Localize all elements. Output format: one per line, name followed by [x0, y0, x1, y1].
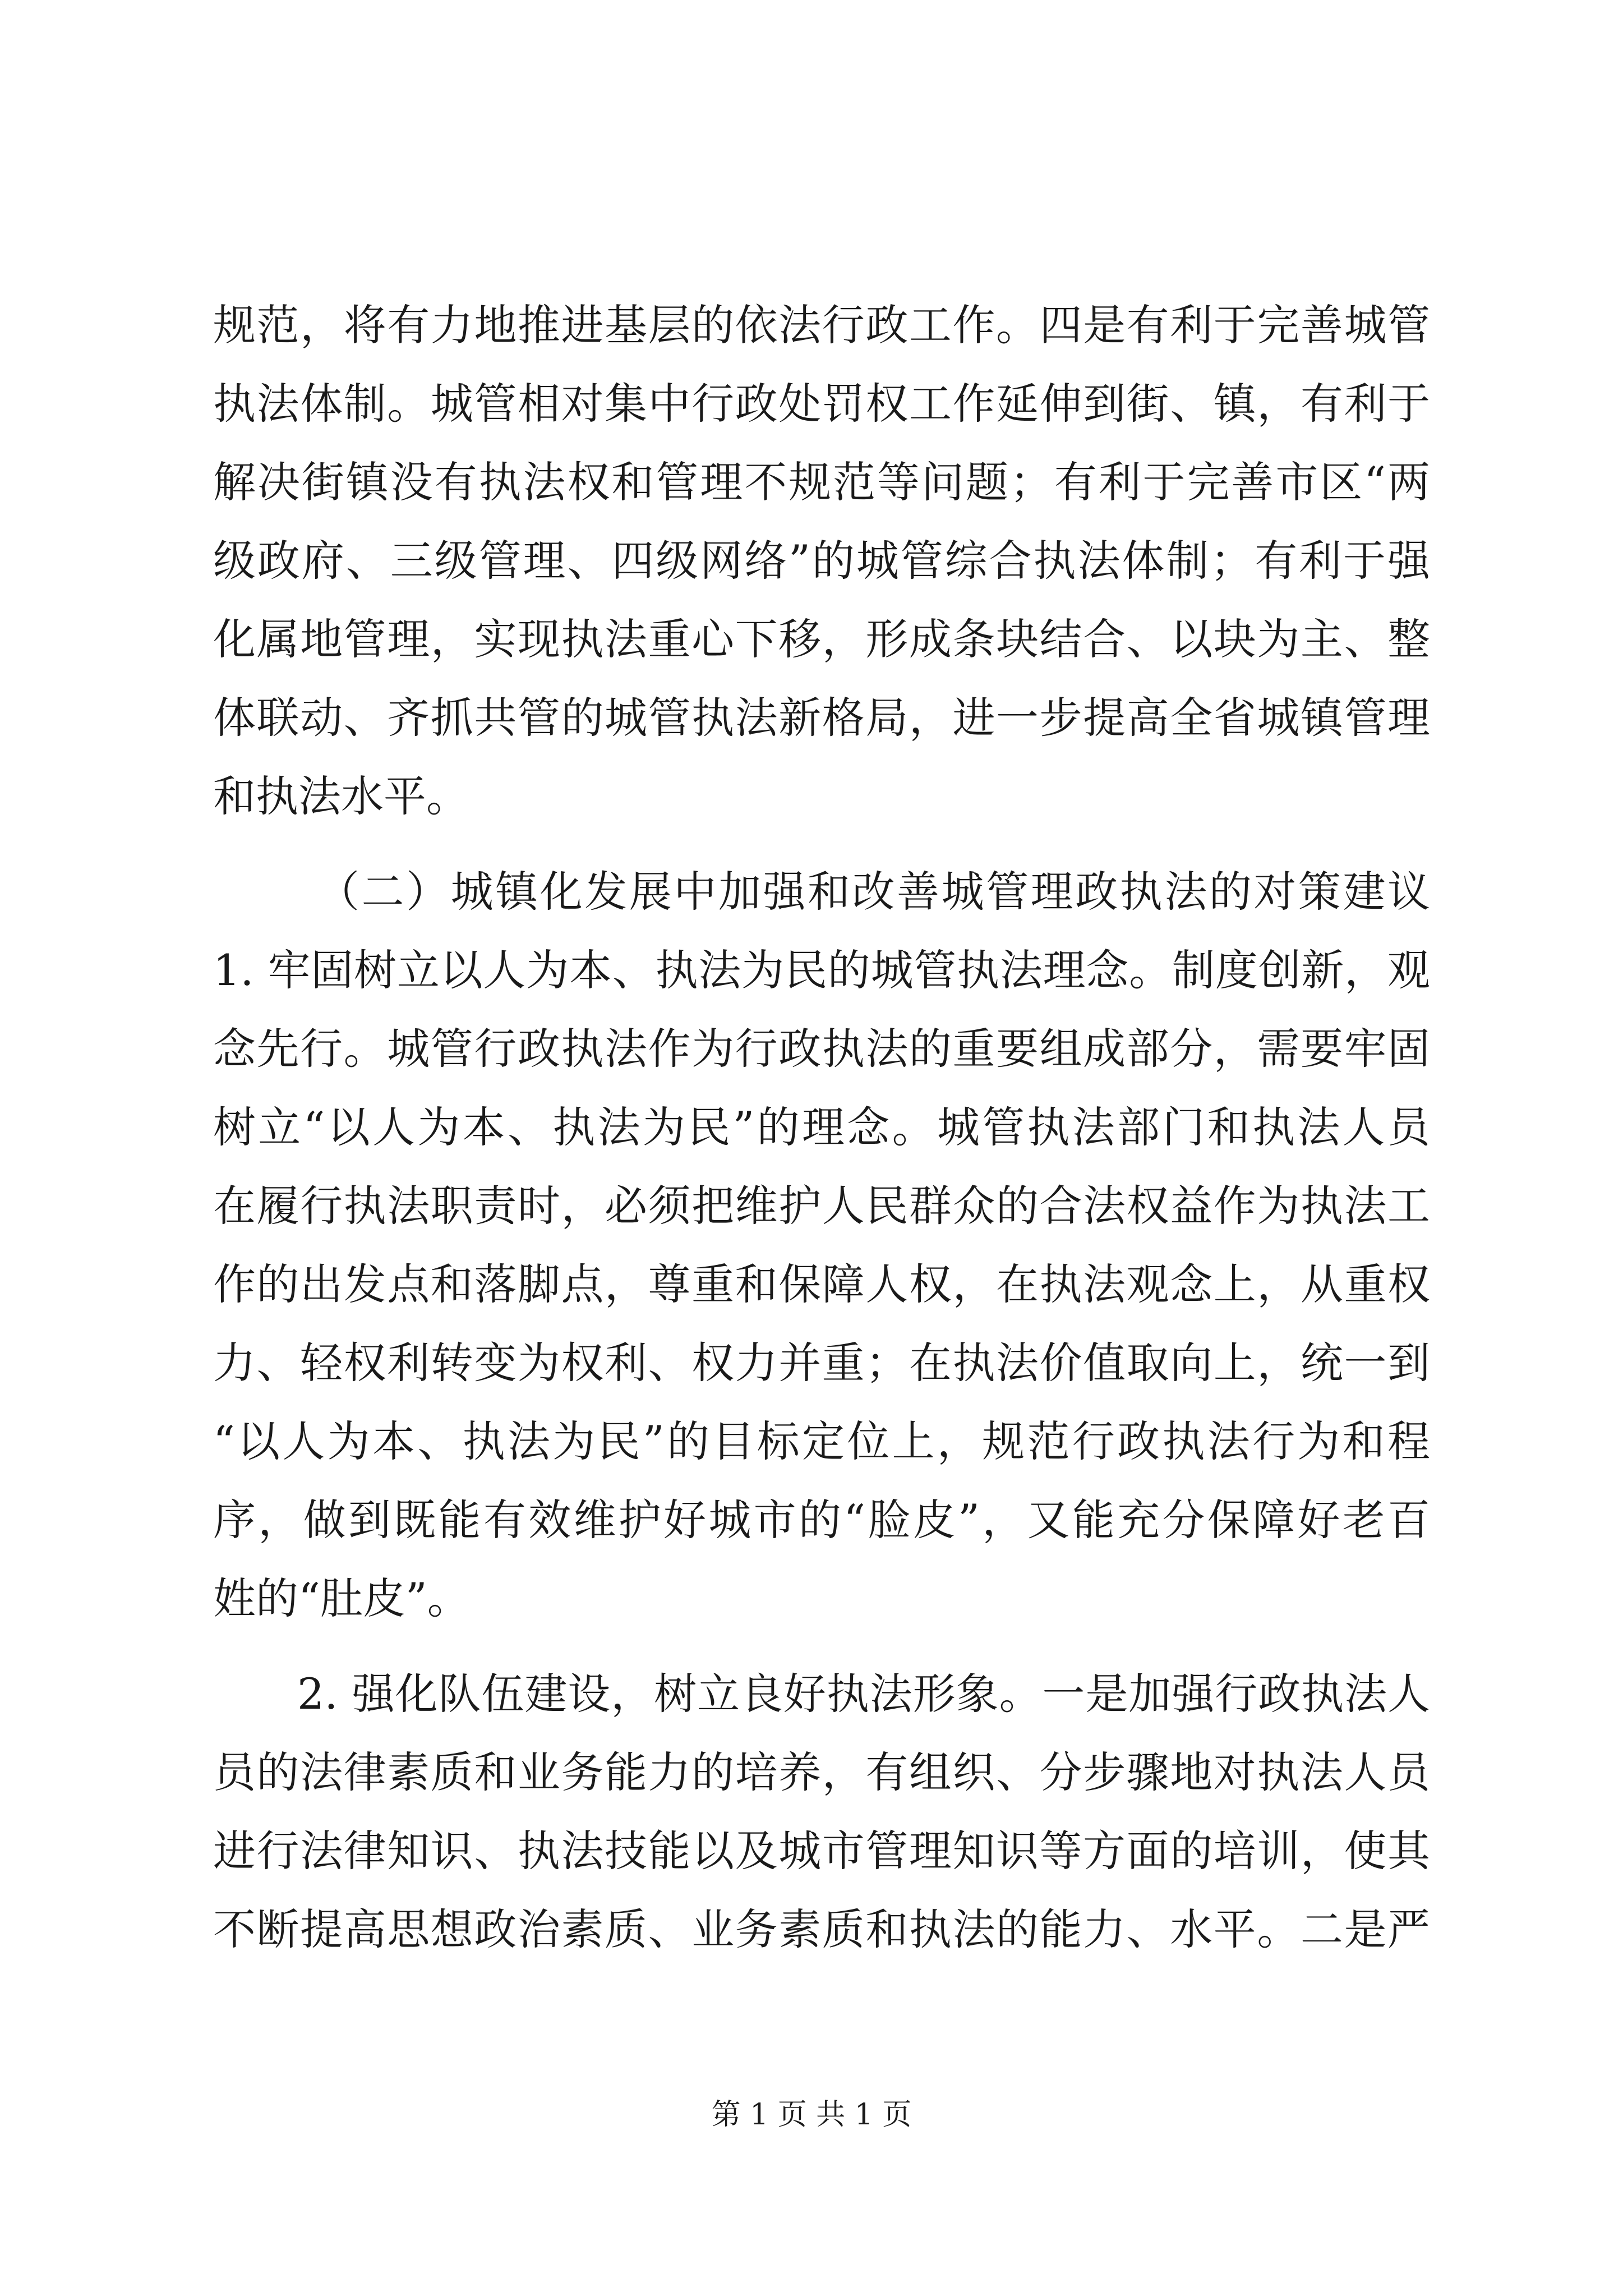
text-line-11: 树立“以人为本、执法为民”的理念。城管执法部门和执法人员 — [213, 1102, 1430, 1152]
text-line-14: 力、轻权利转变为权利、权力并重；在执法价值取向上，统一到 — [213, 1338, 1430, 1388]
text-line-13: 作的出发点和落脚点，尊重和保障人权，在执法观念上，从重权 — [213, 1259, 1430, 1309]
text-line-15: “以人为本、执法为民”的目标定位上，规范行政执法行为和程 — [213, 1416, 1430, 1466]
text-line-7: 和执法水平。 — [213, 771, 469, 821]
text-line-3: 解决街镇没有执法权和管理不规范等问题；有利于完善市区“两 — [213, 457, 1430, 507]
text-line-19: 员的法律素质和业务能力的培养，有组织、分步骤地对执法人员 — [213, 1747, 1430, 1797]
text-line-17: 姓的“肚皮”。 — [213, 1573, 470, 1623]
text-line-6: 体联动、齐抓共管的城管执法新格局，进一步提高全省城镇管理 — [213, 693, 1430, 743]
text-line-5: 化属地管理，实现执法重心下移，形成条块结合、以块为主、整 — [213, 614, 1430, 664]
text-line-1: 规范，将有力地推进基层的依法行政工作。四是有利于完善城管 — [213, 300, 1430, 350]
section-heading: （二）城镇化发展中加强和改善城管理政执法的对策建议 — [317, 867, 1430, 917]
page-footer: 第 1 页 共 1 页 — [711, 2098, 912, 2132]
text-line-9: 1. 牢固树立以人为本、执法为民的城管执法理念。制度创新，观 — [213, 945, 1430, 995]
text-line-4: 级政府、三级管理、四级网络”的城管综合执法体制；有利于强 — [213, 536, 1430, 586]
text-line-16: 序，做到既能有效维护好城市的“脸皮”，又能充分保障好老百 — [213, 1495, 1430, 1545]
text-line-10: 念先行。城管行政执法作为行政执法的重要组成部分，需要牢固 — [213, 1024, 1430, 1074]
text-line-20: 进行法律知识、执法技能以及城市管理知识等方面的培训，使其 — [213, 1826, 1430, 1876]
text-line-21: 不断提高思想政治素质、业务素质和执法的能力、水平。二是严 — [213, 1904, 1430, 1954]
text-line-18: 2. 强化队伍建设，树立良好执法形象。一是加强行政执法人 — [297, 1669, 1430, 1719]
text-line-2: 执法体制。城管相对集中行政处罚权工作延伸到街、镇，有利于 — [213, 379, 1430, 429]
text-line-12: 在履行执法职责时，必须把维护人民群众的合法权益作为执法工 — [213, 1181, 1430, 1231]
